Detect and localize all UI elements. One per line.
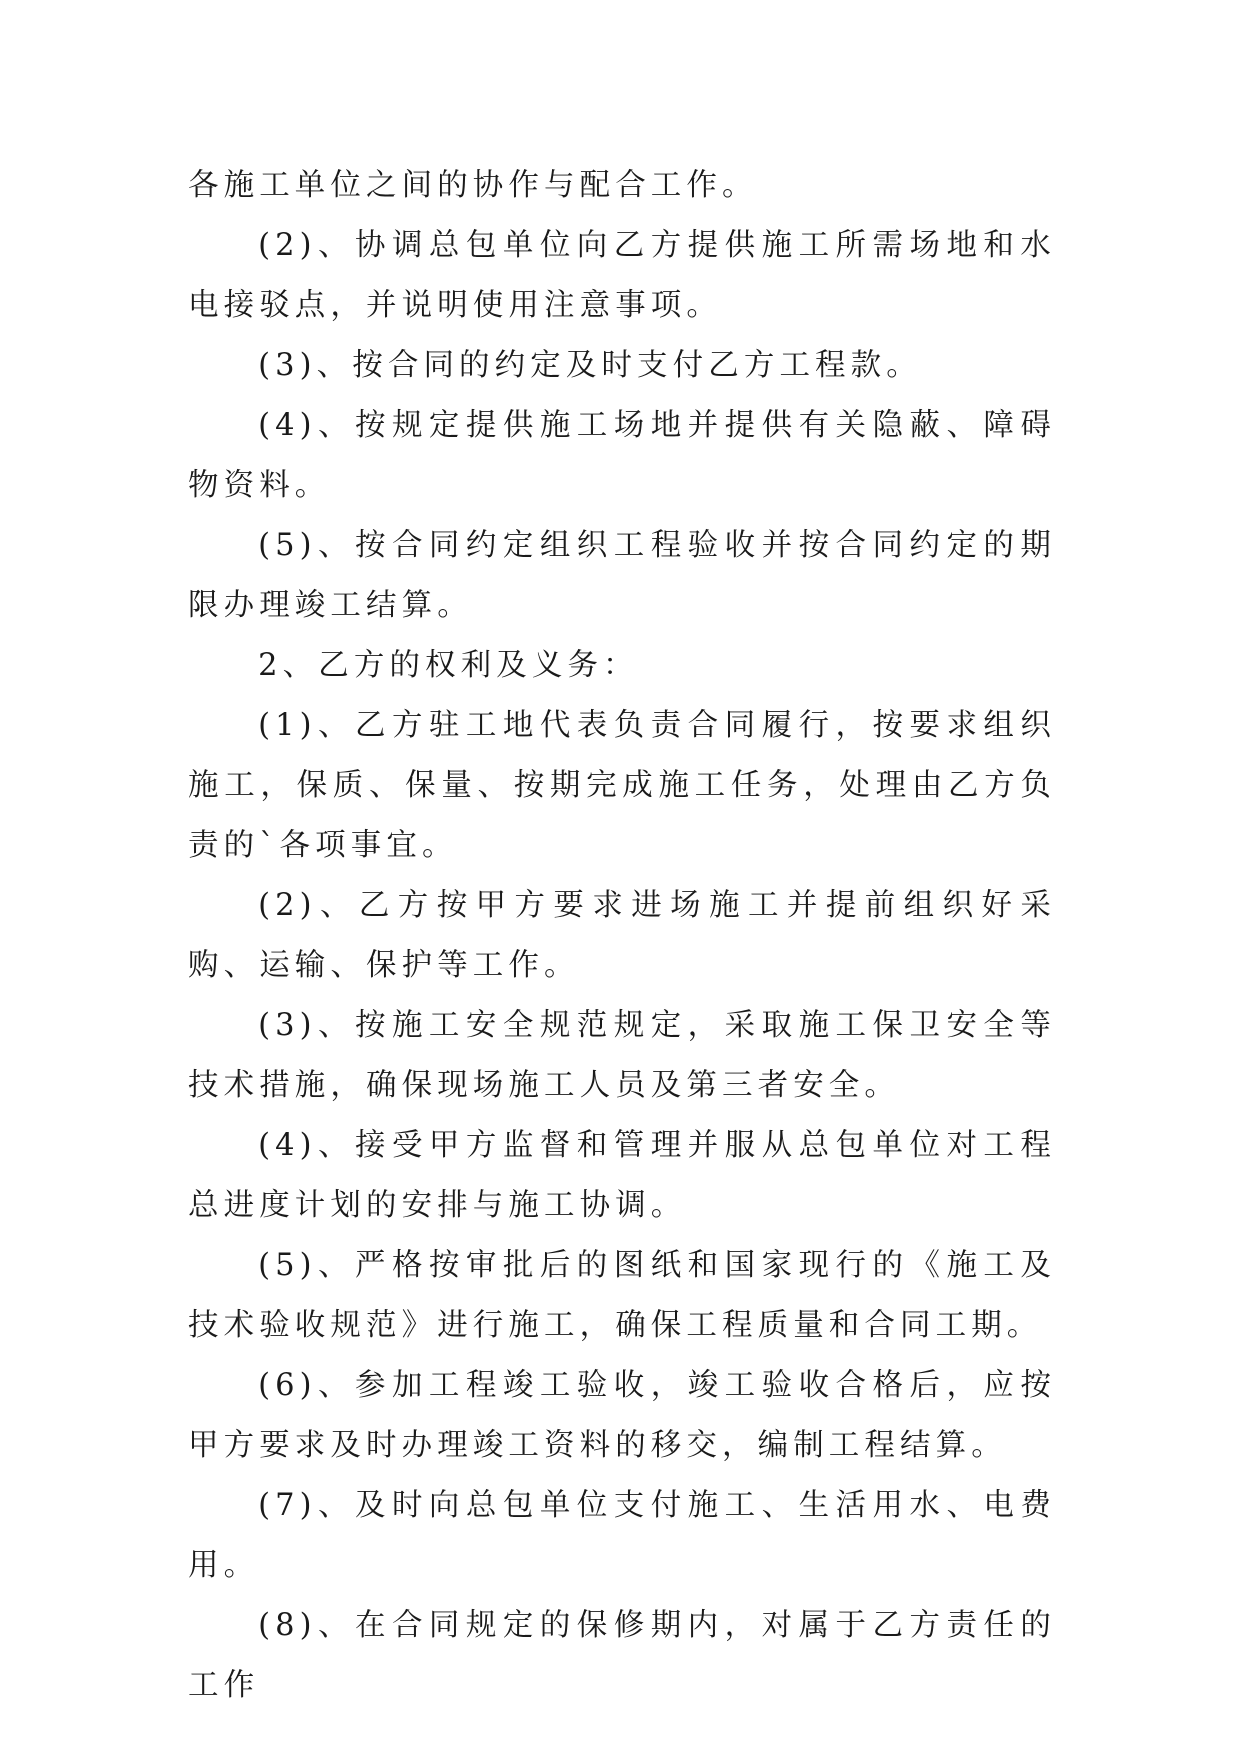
- paragraph-item-b5: (5)、严格按审批后的图纸和国家现行的《施工及技术验收规范》进行施工，确保工程质量和合同工期。: [188, 1248, 1056, 1343]
- paragraph-item-a5: (5)、按合同约定组织工程验收并按合同约定的期限办理竣工结算。: [188, 528, 1056, 623]
- paragraph-item-a2: (2)、协调总包单位向乙方提供施工所需场地和水电接驳点，并说明使用注意事项。: [188, 228, 1056, 323]
- paragraph-item-b6: (6)、参加工程竣工验收，竣工验收合格后，应按甲方要求及时办理竣工资料的移交，编制工程结算。: [188, 1368, 1056, 1463]
- paragraph-item-b3: (3)、按施工安全规范规定，采取施工保卫安全等技术措施，确保现场施工人员及第三者安全。: [188, 1008, 1056, 1103]
- paragraph-item-a4: (4)、按规定提供施工场地并提供有关隐蔽、障碍物资料。: [188, 408, 1056, 503]
- paragraph-item-b7: (7)、及时向总包单位支付施工、生活用水、电费用。: [188, 1488, 1056, 1583]
- paragraph-item-b1: (1)、乙方驻工地代表负责合同履行，按要求组织施工，保质、保量、按期完成施工任务，处理由乙方负责的`各项事宜。: [188, 708, 1056, 863]
- paragraph-item-b8: (8)、在合同规定的保修期内，对属于乙方责任的工作: [188, 1608, 1056, 1703]
- paragraph-continuation: 各施工单位之间的协作与配合工作。: [188, 168, 758, 203]
- document-body: [188, 156, 1056, 1716]
- paragraph-item-a3: (3)、按合同的约定及时支付乙方工程款。: [258, 348, 922, 383]
- paragraph-item-b2: (2)、乙方按甲方要求进场施工并提前组织好采购、运输、保护等工作。: [188, 888, 1056, 983]
- section-heading-party-b: 2、乙方的权利及义务：: [258, 648, 639, 683]
- paragraph-item-b4: (4)、接受甲方监督和管理并服从总包单位对工程总进度计划的安排与施工协调。: [188, 1128, 1056, 1223]
